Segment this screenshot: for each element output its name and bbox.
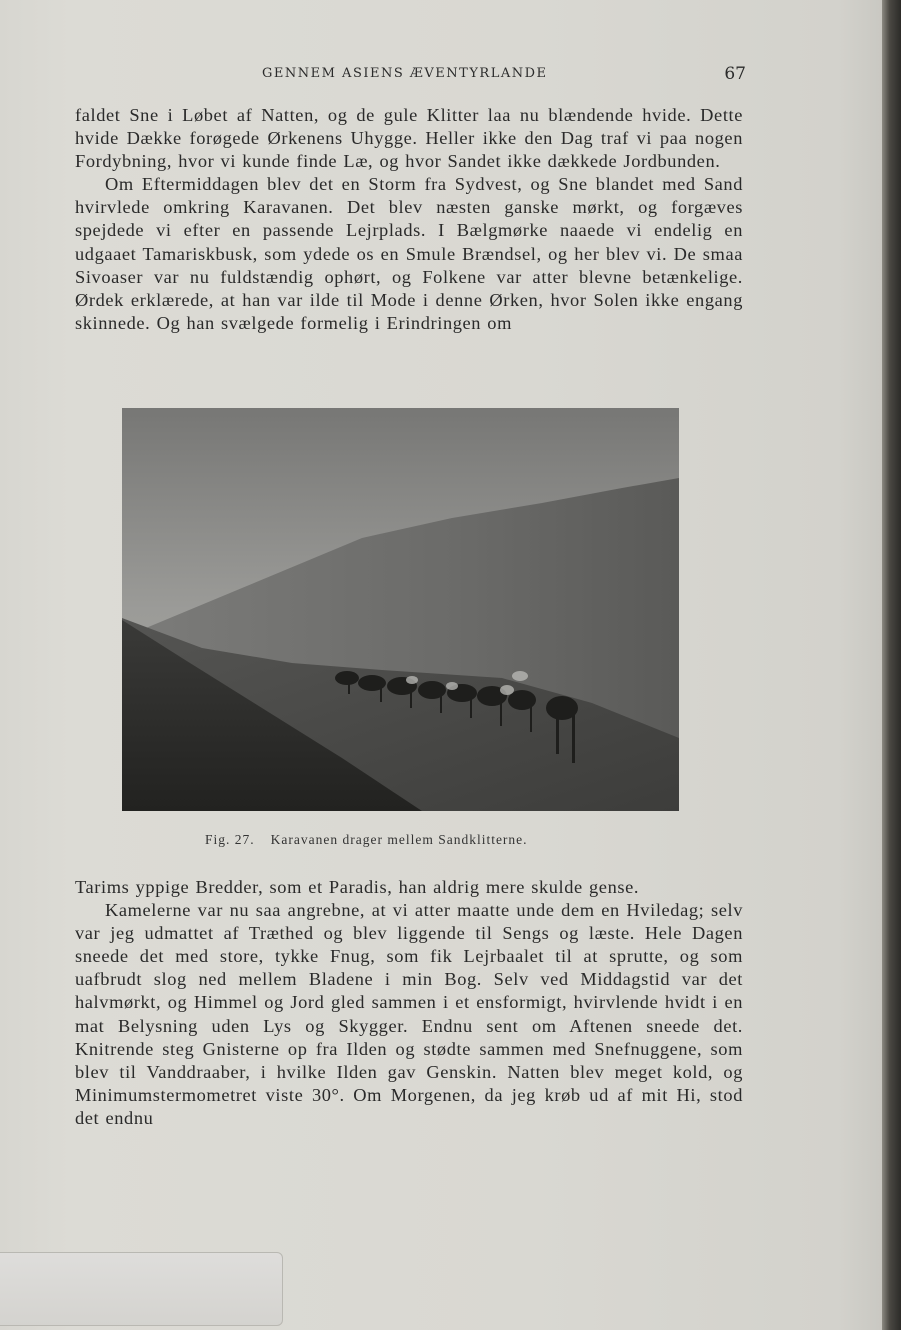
figure-caption bbox=[205, 832, 528, 848]
paragraph: Kamelerne var nu saa angrebne, at vi atter maatte unde dem en Hviledag; selv var jeg udmattet af Træthed og blev liggende til Sengs og læste. Hele Dagen sneede det med store, tykke Fnug, som fik Lejrbaalet til at sprutte, og som uafbrudt slog ned mellem Bladene i min Bog. Selv ved Middagstid var det halvmørkt, og Himmel og Jord gled sammen i et ensformigt, hvirvlende hvidt i en mat Belysning uden Lys og Skygger. Endnu sent om Aftenen sneede det. Knitrende steg Gnisterne op fra Ilden og stødte sammen med Snefnuggene, som blev til Vanddraaber, i hvilke Ilden gav Genskin. Natten blev meget kold, og Minimumstermometret viste 30°. Om Morgenen, da jeg krøb ud af mit Hi, stod det endnu bbox=[75, 900, 743, 1128]
text-block-bottom bbox=[75, 876, 743, 1130]
paragraph: faldet Sne i Løbet af Natten, og de gule Klitter laa nu blændende hvide. Dette hvide Dække forøgede Ørkenens Uhygge. Heller ikke den Dag traf vi paa nogen Fordybning, hvor vi kunde finde Læ, og hvor Sandet ikke dækkede Jordbunden. bbox=[75, 105, 743, 172]
text-block-top bbox=[75, 104, 743, 335]
caravan-photo-illustration bbox=[122, 408, 679, 811]
paragraph: Om Eftermiddagen blev det en Storm fra Sydvest, og Sne blandet med Sand hvirvlede omkring Karavanen. Det blev næsten ganske mørkt, og forgæves spejdede vi efter en passende Lejrplads. I Bælgmørke naaede vi endelig en udgaaet Tamariskbusk, som ydede os en Smule Brændsel, og her blev vi. De smaa Sivoaser var nu fuldstændig ophørt, og Folkene var atter blevne betænkelige. Ørdek erklærede, at han var ilde til Mode i denne Ørken, hvor Solen ikke engang skinnede. Og han svælgede formelig i Erindringen om bbox=[75, 174, 743, 333]
running-title: GENNEM ASIENS ÆVENTYRLANDE bbox=[262, 66, 548, 81]
figure-caption-text: Karavanen drager mellem Sandklitterne. bbox=[270, 832, 528, 847]
page-number: 67 bbox=[724, 64, 746, 84]
paragraph: Tarims yppige Bredder, som et Paradis, han aldrig mere skulde gense. bbox=[75, 877, 640, 897]
library-label-sticker bbox=[0, 1252, 283, 1326]
figure-number: Fig. 27. bbox=[205, 832, 255, 847]
photograph-caravan bbox=[122, 408, 679, 811]
page-header bbox=[262, 64, 746, 88]
book-page-edge bbox=[882, 0, 901, 1330]
